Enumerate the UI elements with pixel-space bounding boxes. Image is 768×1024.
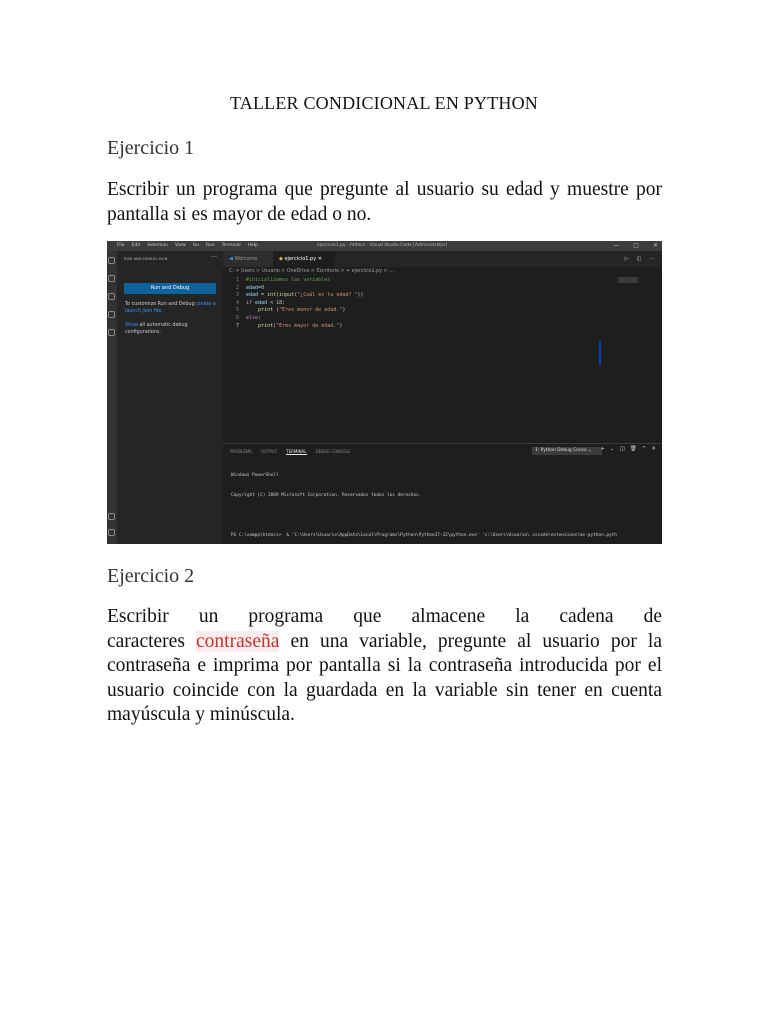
vscode-window-title: ejercicio1.py - htdocs - Visual Studio Code [Administrator] xyxy=(317,243,448,248)
menu-item: Go xyxy=(192,243,199,248)
code-token: )) xyxy=(357,292,364,299)
statement-line: Escribir un programa que pregunte al usuario su edad y muestre por xyxy=(107,179,662,200)
exercise-2-heading: Ejercicio 2 xyxy=(107,565,195,587)
menu-item: Edit xyxy=(131,243,141,248)
code-token: : xyxy=(258,314,262,321)
vscode-activity-bar xyxy=(107,251,117,544)
tab-label: ejercicio1.py xyxy=(284,256,317,262)
bottom-panel xyxy=(223,443,662,544)
exercise-1-heading: Ejercicio 1 xyxy=(107,137,195,159)
code-token: if xyxy=(246,299,253,306)
terminal-line xyxy=(231,513,656,520)
vscode-menu-bar xyxy=(117,241,258,251)
line-number: 2 xyxy=(235,284,239,291)
minimize-icon: — xyxy=(613,242,620,249)
line-number: 4 xyxy=(235,299,239,306)
split-editor-icon: ◫ xyxy=(636,256,642,262)
terminal-line: Windows PowerShell xyxy=(231,473,279,479)
highlighted-word: contraseña xyxy=(196,630,280,652)
code-token: 18 xyxy=(276,299,283,306)
code-line xyxy=(229,307,363,315)
window-controls xyxy=(613,241,658,251)
account-icon xyxy=(108,513,115,520)
code-token: 0 xyxy=(261,284,265,291)
statement-line: usuario coincide con la guardada en la variable sin tener en cuenta xyxy=(107,679,662,701)
code-token: "Eres menor de edad." xyxy=(279,307,343,314)
line-number: 1 xyxy=(235,277,239,283)
tab-ejercicio1 xyxy=(273,251,335,267)
code-token: else xyxy=(246,314,259,321)
tab-terminal: TERMINAL xyxy=(286,449,307,454)
close-panel-icon: ✕ xyxy=(651,446,656,452)
code-line xyxy=(229,323,363,331)
vscode-titlebar xyxy=(107,241,662,251)
tab-problems: PROBLEMS xyxy=(230,449,252,454)
code-token xyxy=(246,323,258,329)
editor-tabs xyxy=(223,251,662,267)
more-actions-icon: ··· xyxy=(211,254,217,261)
code-line xyxy=(229,277,363,285)
code-token: ( xyxy=(294,292,298,299)
code-line xyxy=(229,315,363,323)
code-token: < xyxy=(267,299,277,306)
tab-debug-console: DEBUG CONSOLE xyxy=(315,449,351,454)
document-title: TALLER CONDICIONAL EN PYTHON xyxy=(230,93,538,113)
code-token: ) xyxy=(339,322,343,329)
menu-item: Run xyxy=(205,243,215,248)
code-token: ( xyxy=(273,307,280,314)
close-tab-icon: ✕ xyxy=(317,256,322,262)
menu-item: Help xyxy=(247,243,258,248)
code-token: ( xyxy=(276,292,280,299)
code-token: = xyxy=(258,284,262,291)
terminal-selector: 1: Python Debug Conso ⌄ xyxy=(532,447,602,455)
run-file-icon: ▷ xyxy=(624,256,629,262)
python-file-icon: ◆ xyxy=(279,256,283,262)
more-icon: ··· xyxy=(649,256,654,262)
exercise-2-statement xyxy=(107,605,662,728)
chevron-down-icon: ⌄ xyxy=(609,446,615,452)
code-token: edad xyxy=(252,299,268,306)
statement-line: contraseña e imprima por pantalla si la contraseña introducida por el xyxy=(107,655,662,676)
code-token: print xyxy=(258,307,274,314)
search-icon xyxy=(108,275,115,282)
code-token: input xyxy=(279,292,295,299)
statement-line: Escribir un programa que almacene la cadena de xyxy=(107,606,662,627)
breadcrumb: C: > Users > Usuario > OneDrive > Escritorio > ✦ ejercicio1.py > ... xyxy=(229,269,394,274)
minimap xyxy=(618,277,638,283)
run-and-debug-button: Run and Debug xyxy=(124,283,216,294)
vscode-screenshot xyxy=(107,241,662,544)
vscode-sidebar xyxy=(117,251,223,544)
hint-text: all automatic debug configurations. xyxy=(125,323,188,335)
split-terminal-icon: ◫ xyxy=(619,446,625,452)
line-number: 5 xyxy=(235,307,239,314)
line-number: 6 xyxy=(235,314,239,321)
trash-icon: 🗑 xyxy=(629,446,637,452)
new-terminal-icon: + xyxy=(600,446,605,452)
line-number: 3 xyxy=(235,292,239,299)
sidebar-hint-1 xyxy=(125,301,219,315)
exercise-1-statement xyxy=(107,178,662,227)
maximize-icon: ▢ xyxy=(633,242,639,249)
code-token: ) xyxy=(342,307,346,314)
code-token: print xyxy=(258,322,274,329)
tab-label: Welcome xyxy=(234,256,258,262)
code-token: ( xyxy=(273,322,277,329)
statement-line: mayúscula y minúscula. xyxy=(107,704,295,725)
hint-text: To customize Run and Debug xyxy=(125,302,195,307)
panel-actions xyxy=(600,446,656,452)
code-token: = xyxy=(258,292,268,299)
line-number: 7 xyxy=(235,322,239,329)
maximize-panel-icon: ^ xyxy=(641,446,647,452)
panel-tabs xyxy=(230,449,351,455)
sidebar-header: RUN AND DEBUG: RUN xyxy=(124,256,168,261)
menu-item: Terminal xyxy=(221,243,241,248)
code-line xyxy=(229,300,363,308)
statement-line: caracteres contraseña en una variable, pregunte al usuario por la xyxy=(107,630,662,652)
statement-line: pantalla si es mayor de edad o no. xyxy=(107,203,372,225)
scrollbar-marker xyxy=(599,341,601,365)
terminal-line: PS C:\xampp\htdocs> & 'C:\Users\Usuario\AppData\Local\Programs\Python\Python37-32\python.exe' 'c:\Users\Usuario\.vscode\extensions\ms-python.pyth xyxy=(231,532,617,538)
gear-icon xyxy=(108,529,115,536)
create-launch-json-link: create a launch.json file. xyxy=(125,302,216,314)
code-token: int xyxy=(267,292,277,299)
menu-item: Selection xyxy=(147,243,168,248)
code-line xyxy=(229,292,363,300)
sidebar-hint-2 xyxy=(125,322,219,336)
code-token: "Eres mayor de edad." xyxy=(276,322,340,329)
menu-item: File xyxy=(117,243,125,248)
code-token: #inicializamos las variables xyxy=(246,277,331,283)
vscode-logo-icon: ◀ xyxy=(229,256,233,262)
code-token xyxy=(246,307,258,313)
tab-welcome xyxy=(223,251,273,267)
menu-item: View xyxy=(175,243,186,248)
explorer-icon xyxy=(108,257,115,264)
extensions-icon xyxy=(108,329,115,336)
code-token: edad xyxy=(246,292,259,299)
tab-output: OUTPUT xyxy=(260,449,278,454)
terminal-line: Copyright (C) 2009 Microsoft Corporation. Reservados todos los derechos. xyxy=(231,492,422,498)
code-token: : xyxy=(282,299,286,306)
source-control-icon xyxy=(108,293,115,300)
run-debug-icon xyxy=(108,311,115,318)
editor-actions xyxy=(625,251,654,267)
code-editor xyxy=(229,277,363,330)
terminal-output xyxy=(231,460,656,544)
close-icon: ✕ xyxy=(652,242,658,249)
code-token: "¿Cuál es tu edad? " xyxy=(297,292,358,299)
show-configurations-link: Show xyxy=(125,323,138,328)
code-token: edad xyxy=(246,284,259,291)
